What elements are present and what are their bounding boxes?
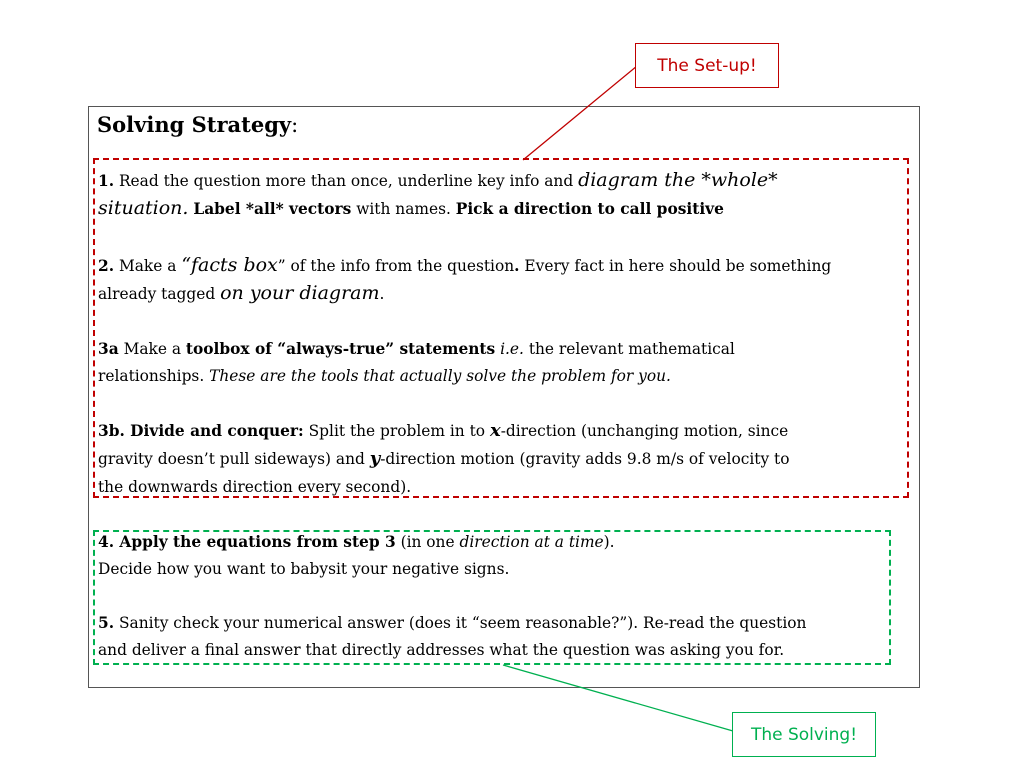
setup-callout: The Set-up! [635,43,779,88]
step3b-line1: 3b. Divide and conquer: Split the problem in to x-direction (unchanging motion, since [98,420,789,441]
step1-line1: 1. Read the question more than once, underline key info and diagram the *whole* [98,169,778,191]
step3a-line1: 3a Make a toolbox of “always-true” statements i.e. the relevant mathematical [98,340,735,358]
step5-line2: and deliver a final answer that directly addresses what the question was asking you for. [98,641,785,659]
page-title: Solving Strategy: [97,112,299,137]
step2-line2: already tagged on your diagram. [98,282,385,304]
solving-callout: The Solving! [732,712,876,757]
step4-line2: Decide how you want to babysit your negative signs. [98,560,510,578]
step3b-line3: the downwards direction every second). [98,478,412,496]
step3b-line2: gravity doesn’t pull sideways) and y-direction motion (gravity adds 9.8 m/s of velocity to [98,448,790,469]
step4-line1: 4. Apply the equations from step 3 (in one direction at a time). [98,533,615,551]
setup-connector-line [523,66,637,160]
step3a-line2: relationships. These are the tools that actually solve the problem for you. [98,367,671,385]
solving-connector-line [503,665,733,731]
step1-line2: situation. Label *all* vectors with names. Pick a direction to call positive [98,197,724,219]
step2-line1: 2. Make a “facts box” of the info from the question. Every fact in here should be something [98,254,832,276]
step5-line1: 5. Sanity check your numerical answer (does it “seem reasonable?”). Re-read the question [98,614,807,632]
